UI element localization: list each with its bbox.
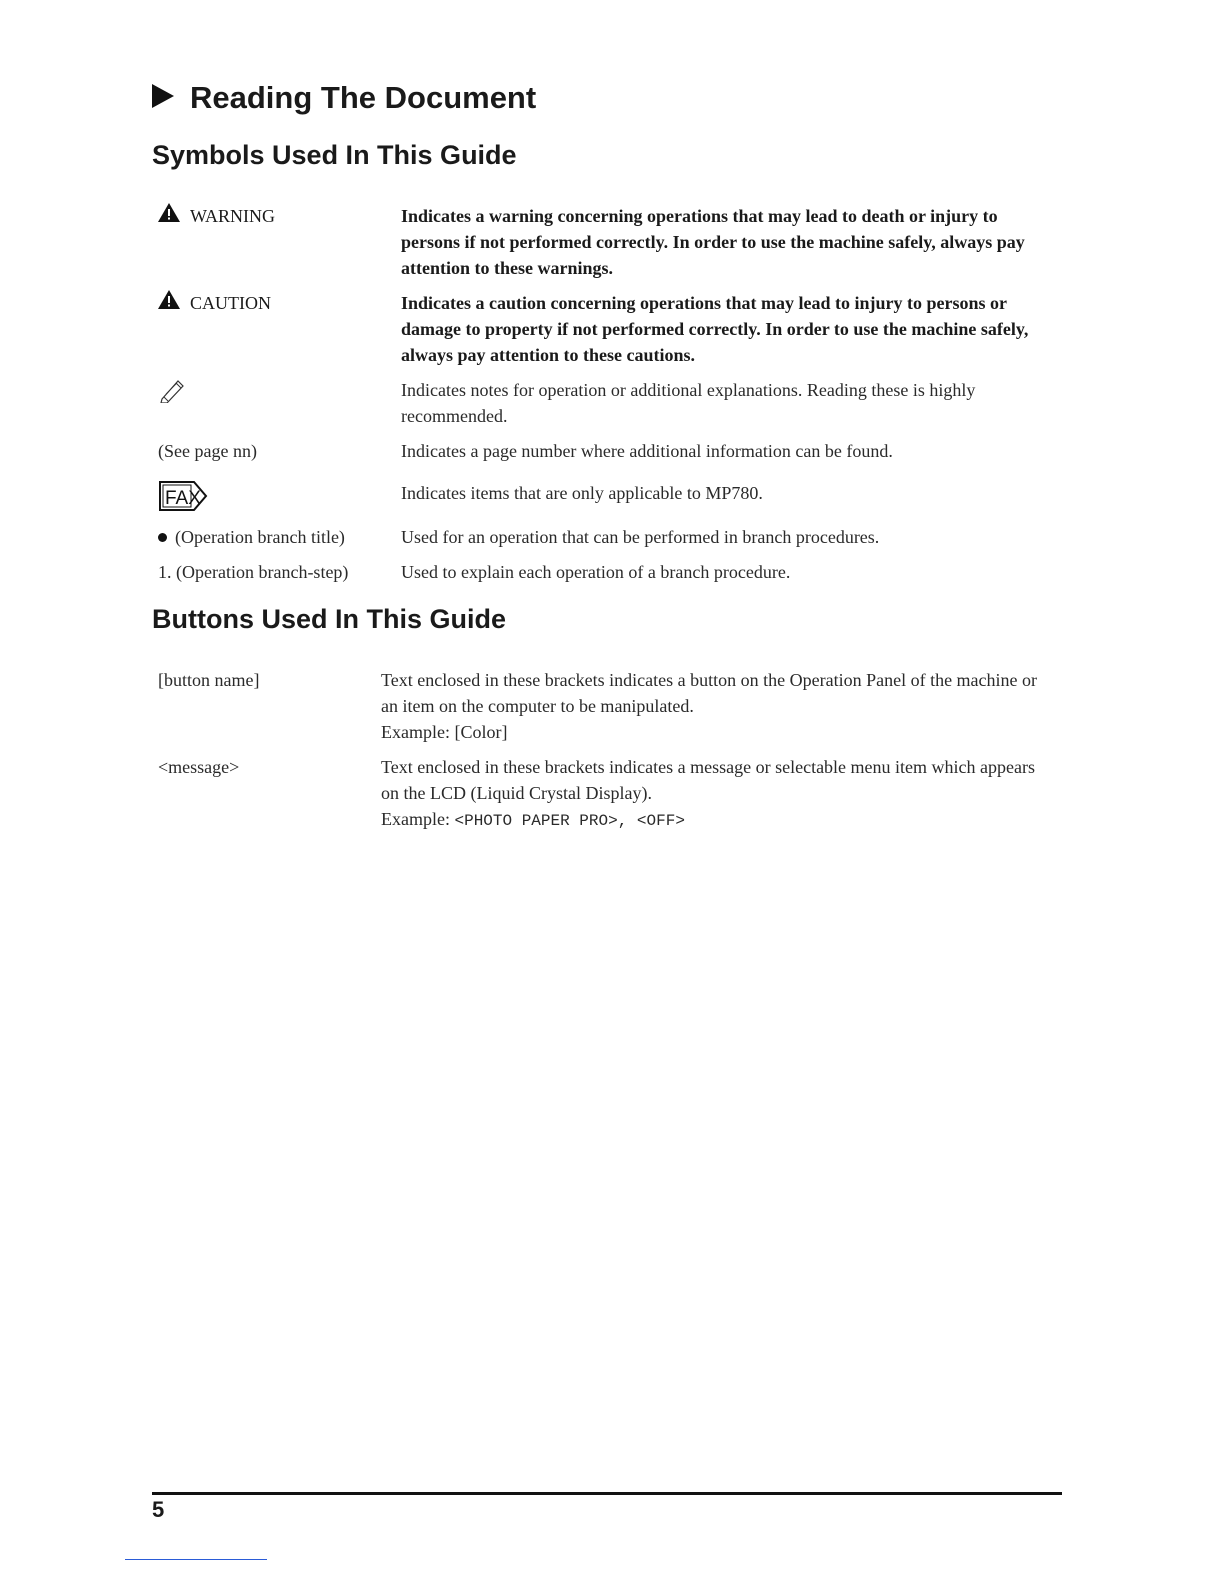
fax-icon-text: FAX <box>165 488 201 509</box>
branch-step-description: Used to explain each operation of a branch procedure. <box>401 562 791 582</box>
note-description: Indicates notes for operation or additional explanations. Reading these is highly recommended. <box>401 380 976 426</box>
button-name-description <box>381 667 1041 745</box>
message-desc-text: Text enclosed in these brackets indicates a message or selectable menu item which appears on the LCD (Liquid Crystal Display). <box>381 757 1035 803</box>
branch-title-description: Used for an operation that can be performed in branch procedures. <box>401 527 880 547</box>
example-value: [Color] <box>454 722 508 742</box>
button-name-example <box>381 719 1041 745</box>
bullet-icon <box>158 533 167 542</box>
page-title <box>152 80 536 116</box>
note-pencil-icon <box>158 377 186 410</box>
example-value: <PHOTO PAPER PRO>, <OFF> <box>454 812 685 830</box>
example-prefix: Example: <box>381 722 455 742</box>
caution-label: CAUTION <box>190 293 271 313</box>
see-page-term: (See page nn) <box>158 441 257 461</box>
button-name-desc-text: Text enclosed in these brackets indicates a button on the Operation Panel of the machine or an item on the computer to be manipulated. <box>381 670 1038 716</box>
footer-link-underline <box>125 1559 267 1560</box>
buttons-section-title: Buttons Used In This Guide <box>152 604 507 634</box>
symbols-section-title: Symbols Used In This Guide <box>152 140 517 170</box>
message-term: <message> <box>158 757 240 777</box>
message-example <box>381 806 1041 834</box>
example-prefix: Example: <box>381 809 455 829</box>
play-arrow-icon <box>152 80 178 116</box>
warning-triangle-icon <box>158 203 182 229</box>
caution-description: Indicates a caution concerning operations that may lead to injury to persons or damage to property if not performed correctly. In order to use the machine safely, always pay attention to these cautions. <box>401 293 1029 365</box>
page-number: 5 <box>152 1497 165 1522</box>
message-description <box>381 754 1041 834</box>
see-page-description: Indicates a page number where additional information can be found. <box>401 441 893 461</box>
page-title-text: Reading The Document <box>190 80 537 115</box>
branch-title-label: (Operation branch title) <box>175 527 345 547</box>
warning-term <box>158 203 275 229</box>
warning-label: WARNING <box>190 206 275 226</box>
branch-step-term: 1. (Operation branch-step) <box>158 562 349 582</box>
button-name-term: [button name] <box>158 670 260 690</box>
warning-description: Indicates a warning concerning operations that may lead to death or injury to persons if not performed correctly. In order to use the machine safely, always pay attention to these warnings. <box>401 206 1025 278</box>
caution-term <box>158 290 271 316</box>
fax-icon <box>158 480 208 519</box>
branch-title-term <box>158 524 345 550</box>
fax-description: Indicates items that are only applicable to MP780. <box>401 483 763 503</box>
caution-triangle-icon <box>158 290 182 316</box>
footer-rule <box>152 1492 1062 1495</box>
